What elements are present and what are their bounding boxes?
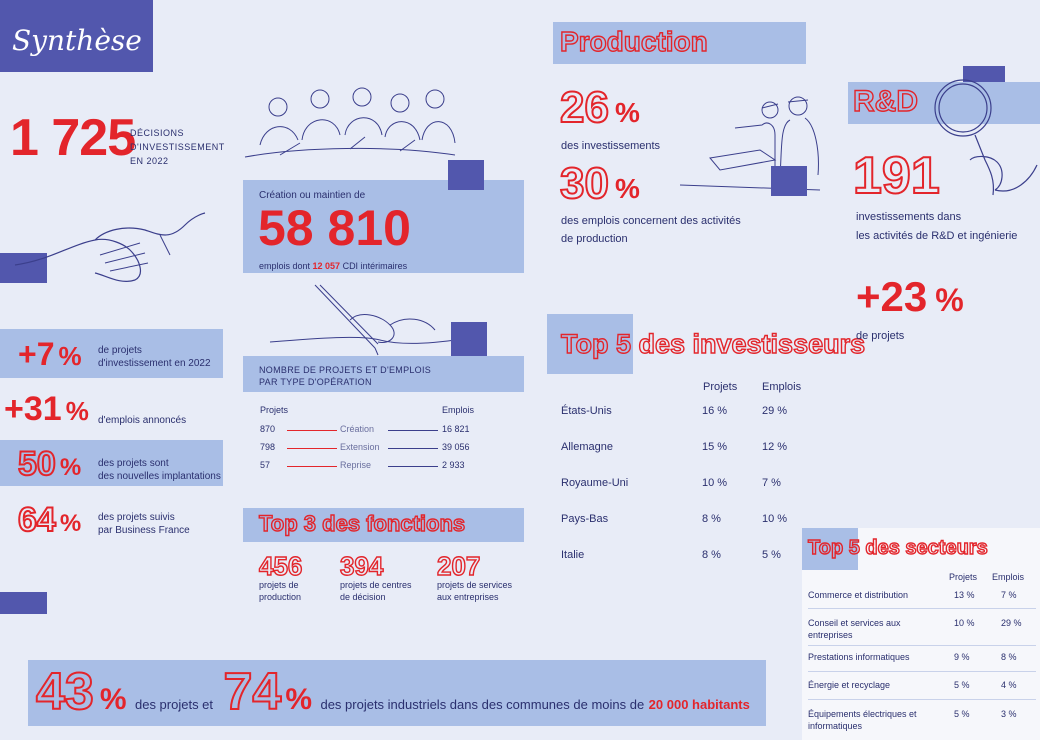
stat-block-small <box>0 592 47 614</box>
table-row: Italie 8 % 5 % <box>561 549 781 561</box>
secteurs-col-emplois: Emplois <box>992 572 1025 582</box>
table-row: Conseil et services aux entreprises 10 % 29 % <box>808 618 1022 640</box>
op-row-emplois: 39 056 <box>442 442 470 452</box>
production-text-2: des emplois concernent des activités de production <box>561 215 741 245</box>
op-line-red <box>287 430 337 431</box>
table-row: Pays-Bas 8 % 10 % <box>561 513 788 525</box>
table-row: Allemagne 15 % 12 % <box>561 441 788 453</box>
table-row: Équipements électriques et informatiques 5 % 3 % <box>808 709 1017 731</box>
table-row: Royaume-Uni 10 % 7 % <box>561 477 781 489</box>
production-stat-1: 26 % <box>560 83 640 132</box>
rd-title: R&D <box>853 85 918 118</box>
operations-col-projets: Projets <box>260 405 289 415</box>
table-row: Prestations informatiques 9 % 8 % <box>808 652 1017 662</box>
op-row-type: Création <box>340 424 375 434</box>
magnifier-icon <box>925 70 1040 220</box>
decisions-label: DÉCISIONS D'INVESTISSEMENT EN 2022 <box>130 128 225 166</box>
rd-growth: +23 % <box>856 273 964 320</box>
stat-3: 50 % des projets sont des nouvelles implantations <box>18 445 221 483</box>
table-row: États-Unis 16 % 29 % <box>561 405 788 417</box>
fonction-item: 394 projets de centres de décision <box>340 551 412 602</box>
op-row-projets: 57 <box>260 460 271 470</box>
op-row-projets: 870 <box>260 424 276 434</box>
fonctions-title: Top 3 des fonctions <box>259 511 466 536</box>
synthese-title: Synthèse <box>12 24 142 57</box>
rd-text: investissements dans les activités de R&D et ingénierie <box>856 211 1018 242</box>
investisseurs-col-emplois: Emplois <box>762 381 802 393</box>
emplois-intro: Création ou maintien de <box>259 190 366 201</box>
secteurs-title: Top 5 des secteurs <box>808 537 988 559</box>
rd-growth-text: de projets <box>856 330 905 342</box>
emplois-sub: emplois dont 12 057 CDI intérimaires <box>259 261 408 271</box>
team-meeting-icon <box>240 85 460 175</box>
operations-col-emplois: Emplois <box>442 405 475 415</box>
bottom-stat: 43 % des projets et 74 % des projets industriels dans des communes de moins de 20 000 habitants <box>36 663 750 721</box>
stat-4: 64 % des projets suivis par Business France <box>18 501 190 539</box>
workers-icon <box>680 90 830 200</box>
production-text-1: des investissements <box>561 140 661 152</box>
fonction-item: 456 projets de production <box>259 551 303 602</box>
op-line-red <box>287 448 337 449</box>
production-block <box>771 166 807 196</box>
op-row-projets: 798 <box>260 442 276 452</box>
operations-block <box>451 322 487 358</box>
operations-title: NOMBRE DE PROJETS ET D'EMPLOIS PAR TYPE D'OPÉRATION <box>259 365 432 387</box>
decisions-number: 1 725 <box>10 109 136 167</box>
secteurs-col-projets: Projets <box>949 572 978 582</box>
op-row-type: Extension <box>340 442 380 452</box>
rd-number: 191 <box>853 147 940 205</box>
investisseurs-title: Top 5 des investisseurs <box>561 329 866 359</box>
investisseurs-col-projets: Projets <box>703 381 738 393</box>
op-line-blue <box>388 430 438 431</box>
stat-2: +31 % d'emplois annoncés <box>4 390 187 428</box>
fonction-item: 207 projets de services aux entreprises <box>437 551 513 602</box>
op-row-emplois: 16 821 <box>442 424 470 434</box>
production-stat-2: 30 % <box>560 159 640 208</box>
op-row-type: Reprise <box>340 460 372 470</box>
op-row-emplois: 2 933 <box>442 460 465 470</box>
stat-1: +7 % de projets d'investissement en 2022 <box>18 336 211 372</box>
production-title: Production <box>560 26 708 57</box>
emplois-number: 58 810 <box>258 200 411 256</box>
handshake-icon <box>10 205 210 295</box>
op-line-red <box>287 466 337 467</box>
table-row: Énergie et recyclage 5 % 4 % <box>808 680 1017 690</box>
emplois-block-2 <box>448 160 484 190</box>
op-line-blue <box>388 448 438 449</box>
table-row: Commerce et distribution 13 % 7 % <box>808 590 1017 600</box>
op-line-blue <box>388 466 438 467</box>
